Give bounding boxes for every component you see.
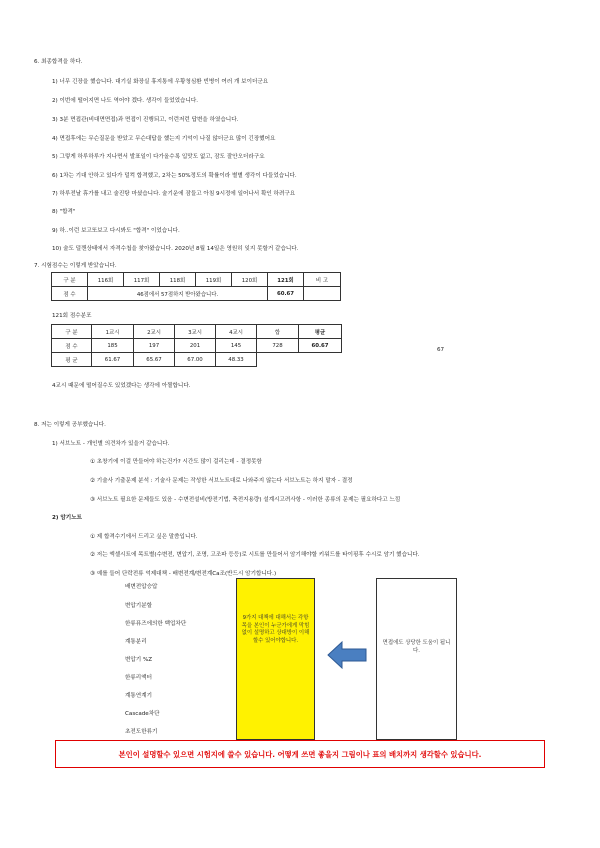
table-cell: 118회: [160, 273, 196, 287]
score-history-table: [51, 272, 341, 301]
section8-heading: 8. 저는 이렇게 공부했습니다.: [34, 422, 106, 428]
section6-item-3: 3) 3분 면접관(비대면면접)과 면접이 진행되고, 이런저런 답변을 하였습니다.: [52, 117, 239, 123]
table-cell: [304, 287, 341, 301]
keyword-item: 초전도한류기: [125, 729, 158, 735]
section8-sub2: 2) 암기노트: [52, 515, 83, 521]
keyword-item: 변압기 %Z: [125, 657, 153, 663]
section6-item-8: 8) "합격": [52, 209, 76, 215]
table-row: [52, 339, 342, 353]
sub1-item-1: ① 초창기에 이걸 만들어야 하는건가? 시간도 많이 걸리는데 - 결정못함: [90, 459, 262, 465]
table-cell: 60.67: [299, 339, 342, 353]
table-cell: 구 분: [52, 273, 88, 287]
section7-heading: 7. 시험점수는 이렇게 받았습니다.: [34, 263, 117, 269]
table-cell: 60.67: [268, 287, 304, 301]
sub1-item-2: ② 기술사 기출문제 분석 : 기술사 문제는 작성한 서브노트대로 나와주지 않는다 서브노트는 하지 말자 - 결정: [90, 478, 353, 484]
section6-item-4: 4) 면접후에는 무슨질문을 받았고 무슨대답을 했는지 기억이 나질 않더군요 많이 긴장했어요: [52, 136, 276, 142]
table-row: [52, 273, 341, 287]
table-cell: 3교시: [175, 325, 216, 339]
table-cell: 197: [134, 339, 175, 353]
white-callout-box: [376, 578, 457, 740]
table2-caption: 121회 점수분포: [52, 313, 92, 319]
table-cell: 구 분: [52, 325, 92, 339]
red-emphasis-box: [55, 740, 545, 768]
table-cell: 65.67: [134, 353, 175, 367]
section6-item-7: 7) 하루전날 휴가를 내고 술진탕 마셨습니다. 술기운에 잠들고 아침 9시정에 일어나서 확인 하려구요: [52, 191, 296, 197]
table-cell: 점 수: [52, 287, 88, 301]
keyword-item: 배변전압승압: [125, 584, 158, 590]
red-emphasis-text: 본인이 설명할수 있으면 시험지에 쓸수 있습니다. 어떻게 쓰면 좋을지 그림이나 표의 배치까지 생각할수 있습니다.: [118, 750, 482, 759]
table-cell: 121회: [268, 273, 304, 287]
keyword-item: 변압기분할: [125, 603, 153, 609]
table-cell: 117회: [124, 273, 160, 287]
table-cell: 119회: [196, 273, 232, 287]
table-cell: 120회: [232, 273, 268, 287]
yellow-callout-box: [236, 578, 315, 740]
keyword-item: 한류리액터: [125, 675, 153, 681]
white-callout-text: 면접에도 상당한 도움이 됩니다.: [382, 640, 451, 654]
sub1-item-3: ③ 서브노트 필요한 문제들도 있음 - 수변전설비(방전기법, 축전지용량) 설계시고려사항 - 이러한 종류의 문제는 필요하다고 느낌: [90, 497, 401, 503]
sub2-item-3: ③ 예를 들어 단락전류 억제대책 - 배변전계/변전계Ca조(반드시 암기합니다.): [90, 571, 277, 577]
table-cell: 61.67: [92, 353, 134, 367]
side-number: 67: [437, 347, 445, 353]
section6-item-5: 5) 그렇게 하루하루가 지나면서 발표일이 다가올수록 입맛도 없고, 잠도 잘안오더라구요: [52, 154, 265, 160]
section6-item-10: 10) 술도 덜깬상태에서 자격수첩을 찾아왔습니다. 2020년 8월 14일은 영원히 잊지 못할거 같습니다.: [52, 246, 299, 252]
keyword-item: 한류퓨즈에의한 백업차단: [125, 621, 187, 627]
keyword-item: 계통연계기: [125, 693, 153, 699]
table-cell: 평균: [299, 325, 342, 339]
section6-item-9: 9) 하..이런 보고또보고 다시봐도 "합격" 이었습니다.: [52, 228, 180, 234]
table-cell: [299, 353, 342, 367]
table-cell: 185: [92, 339, 134, 353]
table-cell: 67.00: [175, 353, 216, 367]
keyword-item: 계통분리: [125, 639, 147, 645]
table-cell: 1교시: [92, 325, 134, 339]
sub2-item-2: ② 저는 엑셀시트에 목트별(수변전, 변압기, 조명, 고조파 등등)로 시트를 만들어서 암기해야할 키워드를 타이핑후 수시로 암기 했습니다.: [90, 552, 420, 558]
table-cell: 116회: [88, 273, 124, 287]
table-cell: 4교시: [216, 325, 257, 339]
score-distribution-table: [51, 324, 342, 367]
table-cell: 점 수: [52, 339, 92, 353]
yellow-callout-text: 9가지 대책에 대해서는 각항목을 본인이 누군가에게 막힘없이 설명하고 상대방이 이해 할수 있어야합니다.: [241, 615, 310, 644]
table-cell: 48.33: [216, 353, 257, 367]
table-cell: 145: [216, 339, 257, 353]
sub2-item-1: ① 제 합격수기에서 드리고 싶은 말씀입니다.: [90, 534, 198, 540]
table-cell: 합: [257, 325, 299, 339]
table-cell: 비 고: [304, 273, 341, 287]
left-arrow-icon: [327, 640, 367, 670]
section6-heading: 6. 최종합격을 하다.: [34, 59, 83, 65]
section7-note: 4교시 때문에 떨어질수도 있었겠다는 생각에 아찔합니다.: [52, 383, 191, 389]
table-cell: 728: [257, 339, 299, 353]
table-row: [52, 287, 341, 301]
section6-item-2: 2) 이번에 떨어지면 나도 역어야 겠다. 생각이 들었었습니다.: [52, 98, 199, 104]
table-cell: 평 균: [52, 353, 92, 367]
section6-item-6: 6) 1차는 기대 안하고 있다가 덜컥 합격했고, 2차는 50%정도의 확률이라 별별 생각이 다들었습니다.: [52, 173, 297, 179]
table-cell: [257, 353, 299, 367]
keyword-item: Cascade차단: [125, 711, 160, 717]
table-row: [52, 325, 342, 339]
section6-item-1: 1) 너무 긴장을 했습니다. 대기실 화장실 휴지통에 우황청심환 빈병이 여러 개 보이더군요: [52, 79, 269, 85]
table-cell: 46점에서 57점하지 받아왔습니다.: [88, 287, 268, 301]
table-row: [52, 353, 342, 367]
table-cell: 201: [175, 339, 216, 353]
section8-sub1: 1) 서브노트 - 개인별 의견차가 있을거 같습니다.: [52, 441, 170, 447]
table-cell: 2교시: [134, 325, 175, 339]
